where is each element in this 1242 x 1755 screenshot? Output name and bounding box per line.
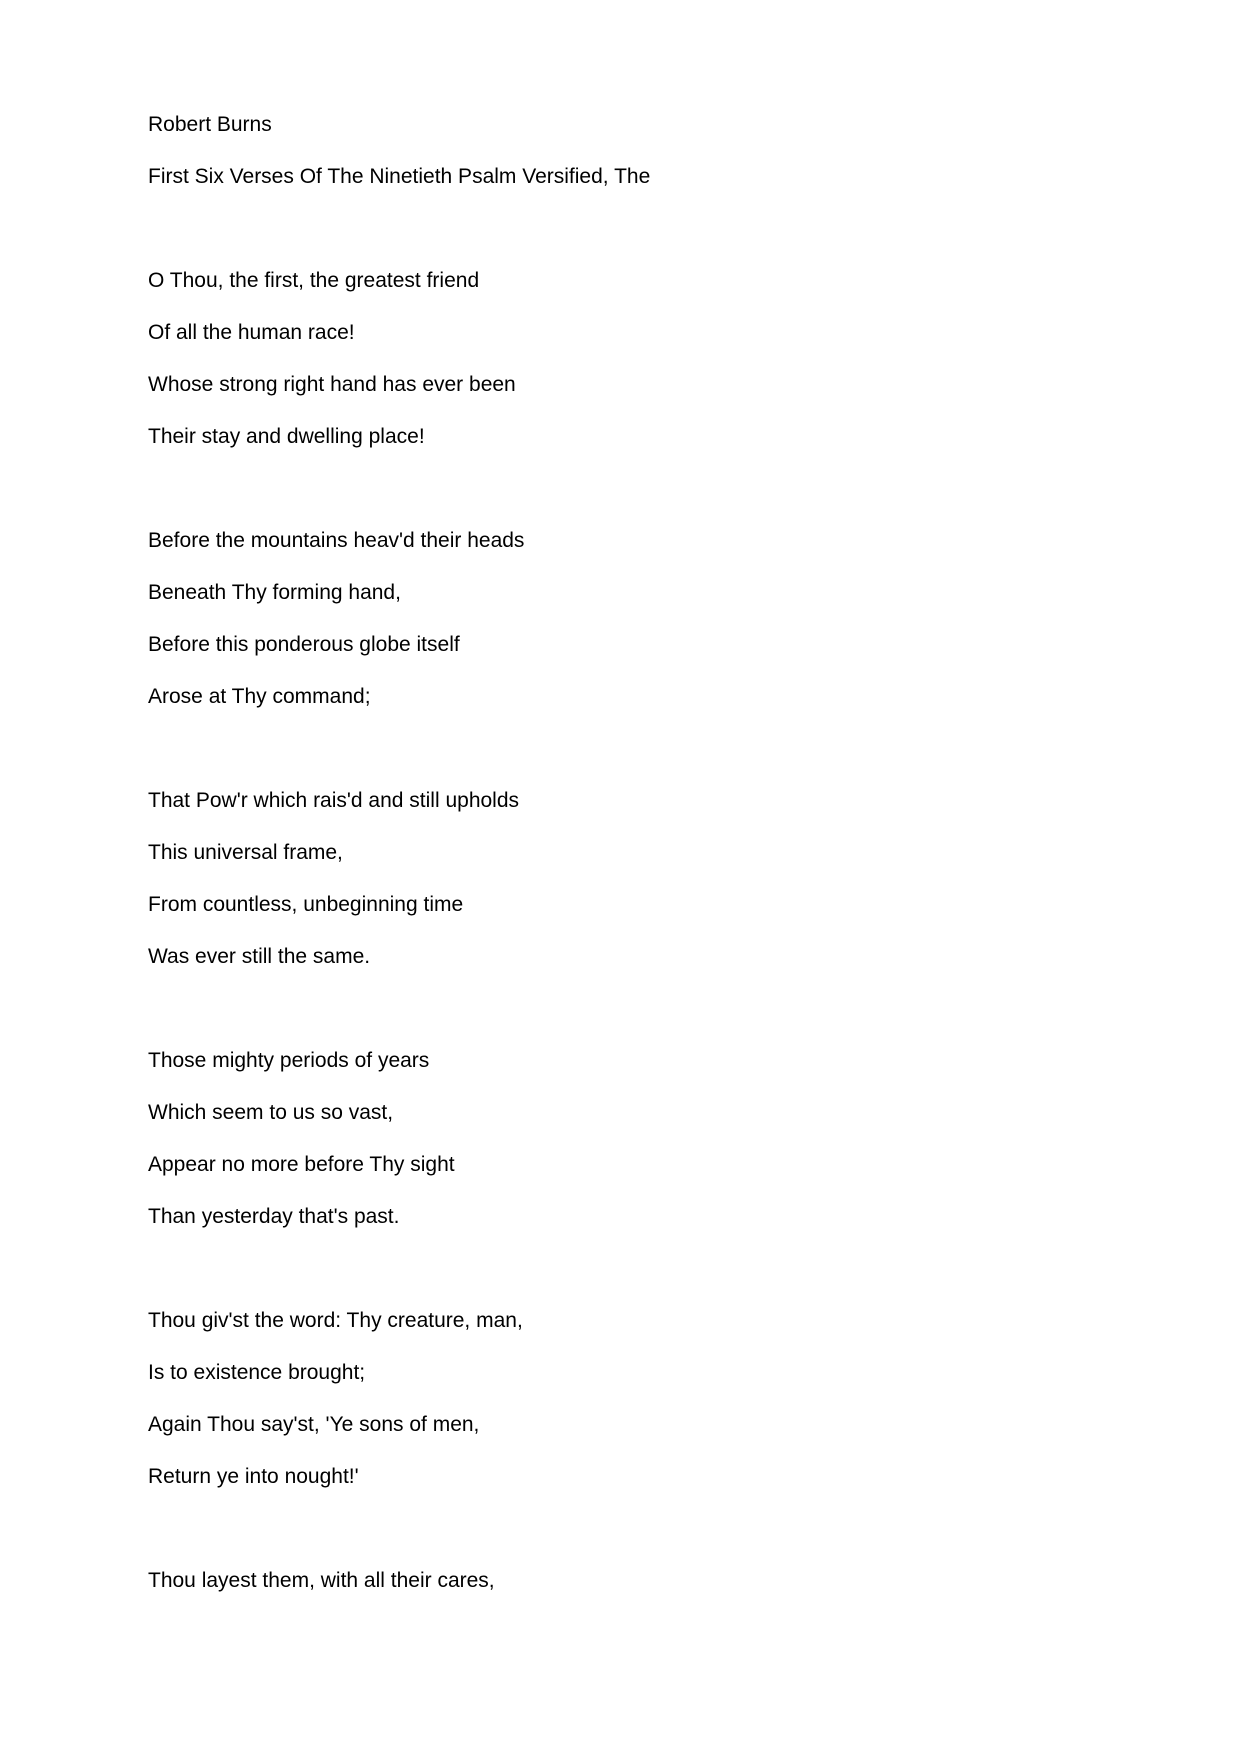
stanza-2-line-4: Arose at Thy command; [148, 685, 371, 708]
stanza-3-line-1: That Pow'r which rais'd and still upholds [148, 789, 520, 812]
stanza-1-line-3: Whose strong right hand has ever been [148, 373, 516, 396]
author-name: Robert Burns [148, 113, 272, 136]
stanza-4-line-2: Which seem to us so vast, [148, 1101, 394, 1124]
poem-title: First Six Verses Of The Ninetieth Psalm Versified, The [148, 165, 651, 188]
stanza-1-line-2: Of all the human race! [148, 321, 355, 344]
stanza-3-line-4: Was ever still the same. [148, 945, 371, 968]
stanza-3-line-2: This universal frame, [148, 841, 343, 864]
stanza-4-line-3: Appear no more before Thy sight [148, 1153, 455, 1176]
stanza-5-line-4: Return ye into nought!' [148, 1465, 359, 1488]
stanza-4-line-1: Those mighty periods of years [148, 1049, 430, 1072]
stanza-6-line-1: Thou layest them, with all their cares, [148, 1569, 495, 1592]
stanza-3-line-3: From countless, unbeginning time [148, 893, 464, 916]
stanza-5-line-1: Thou giv'st the word: Thy creature, man, [148, 1309, 523, 1332]
stanza-2-line-3: Before this ponderous globe itself [148, 633, 460, 656]
stanza-2-line-1: Before the mountains heav'd their heads [148, 529, 525, 552]
stanza-5-line-2: Is to existence brought; [148, 1361, 366, 1384]
stanza-2-line-2: Beneath Thy forming hand, [148, 581, 401, 604]
stanza-5-line-3: Again Thou say'st, 'Ye sons of men, [148, 1413, 480, 1436]
stanza-4-line-4: Than yesterday that's past. [148, 1205, 400, 1228]
stanza-1-line-4: Their stay and dwelling place! [148, 425, 425, 448]
stanza-1-line-1: O Thou, the first, the greatest friend [148, 269, 480, 292]
